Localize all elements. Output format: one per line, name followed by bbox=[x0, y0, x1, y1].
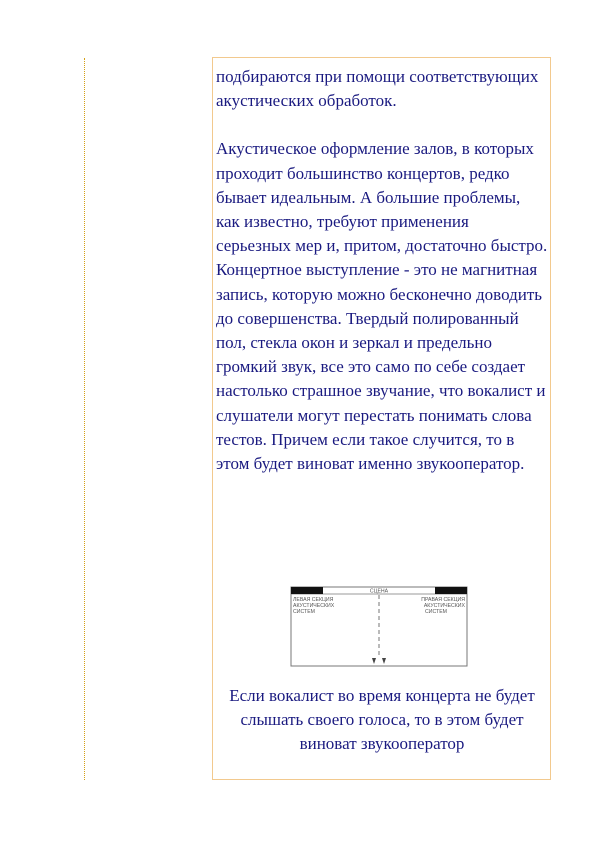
stage-diagram bbox=[290, 585, 468, 667]
left-section-label-1: ЛЕВАЯ СЕКЦИЯ bbox=[293, 597, 334, 603]
left-section-label-3: СИСТЕМ bbox=[293, 609, 315, 615]
body-text bbox=[216, 65, 548, 476]
left-section-label-2: АКУСТИЧЕСКИХ bbox=[293, 603, 335, 609]
right-section-label-1: ПРАВАЯ СЕКЦИЯ bbox=[421, 597, 465, 603]
right-section-label-2: АКУСТИЧЕСКИХ bbox=[423, 603, 465, 609]
margin-dotted-rule bbox=[84, 58, 85, 780]
figure-caption: Если вокалист во время концерта не будет слышать своего голоса, то в этом будет виноват звукооператор bbox=[229, 686, 535, 754]
paragraph-gap bbox=[216, 113, 548, 137]
paragraph-1: подбираются при помощи соответствующих акустических обработок. bbox=[216, 67, 539, 111]
paragraph-2: Акустическое оформление залов, в которых проходит большинство концертов, редко бывает идеальным. А большие проблемы, как известно, требуют применения серьезных мер и, притом, достаточно быстро. Концертное выступление - это не магнитная запись, которую можно бесконечно доводить до совершенства. Твердый полированный пол, стекла окон и зеркал и предельно громкий звук, все это само по себе создает настолько страшное звучание, что вокалист и слушатели могут перестать понимать слова тестов. Причем если такое случится, то в этом будет виноват именно звукооператор. bbox=[216, 139, 548, 474]
left-speaker-block bbox=[291, 587, 323, 594]
right-section-label-3: СИСТЕМ bbox=[425, 609, 447, 615]
stage-label: СЦЕНА bbox=[369, 588, 389, 595]
right-speaker-block bbox=[435, 587, 467, 594]
stage-diagram-svg bbox=[290, 585, 468, 667]
